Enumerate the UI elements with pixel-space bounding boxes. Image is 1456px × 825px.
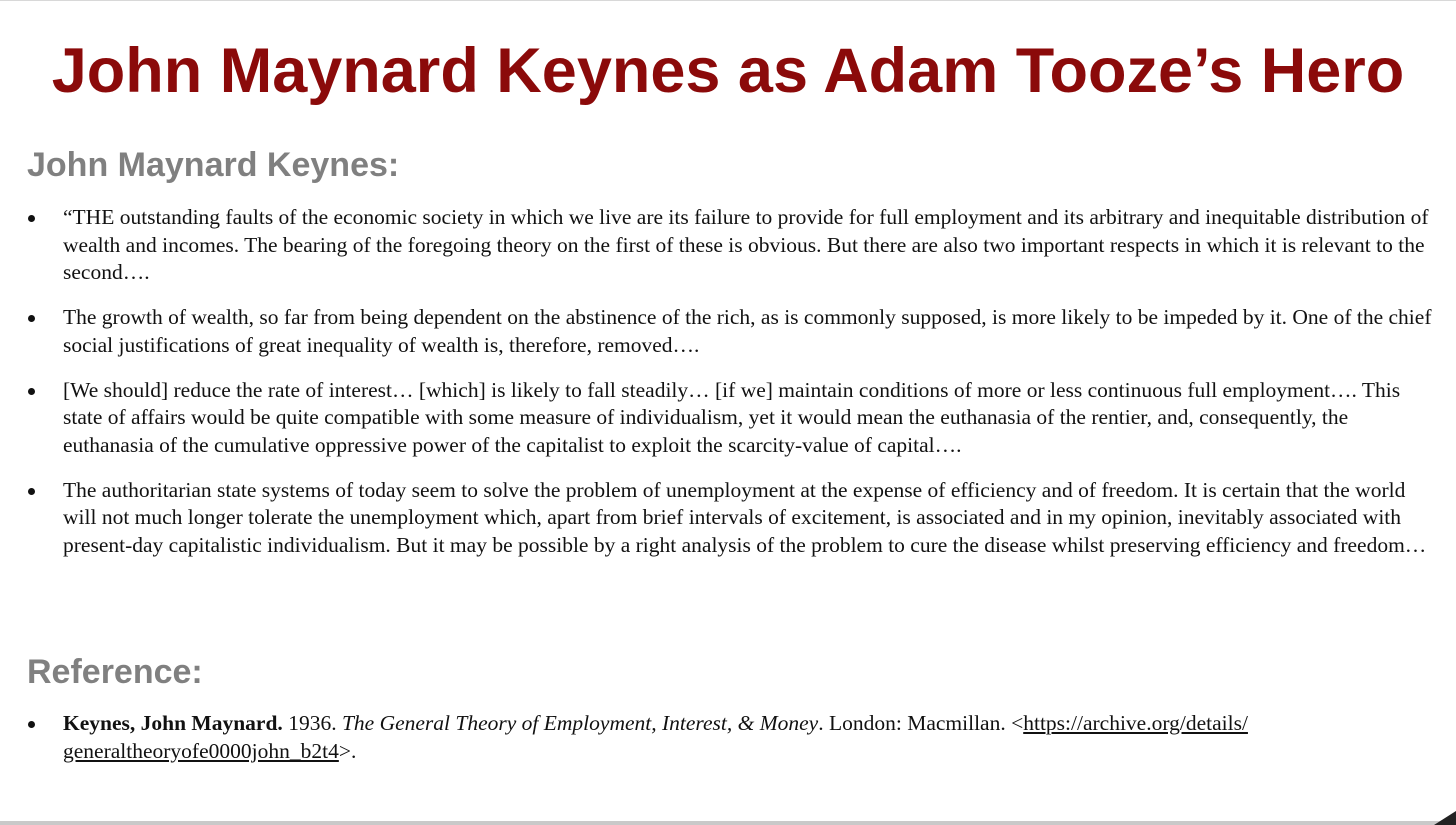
quote-bullet	[0, 377, 1456, 460]
quote-text: “THE outstanding faults of the economic society in which we live are its failure to provide for full employment and its arbitrary and inequitable distribution of wealth and incomes. The bearing of the foregoing theory on the first of these is obvious. But there are also two important respects in which it is relevant to the second….	[63, 205, 1429, 284]
reference-section-heading: Reference:	[27, 653, 203, 691]
bullet-icon	[28, 388, 35, 395]
bottom-scrollbar-track	[0, 821, 1456, 825]
reference-publisher: . London: Macmillan. <	[818, 711, 1024, 735]
reference-url-part-2: generaltheoryofe0000john_b2t4	[63, 738, 339, 763]
bullet-icon	[28, 488, 35, 495]
reference-item	[0, 710, 1456, 765]
reference-url-part-1: https://archive.org/details/	[1023, 711, 1248, 735]
keynes-section-heading: John Maynard Keynes:	[27, 146, 400, 184]
quote-text: [We should] reduce the rate of interest… [which] is likely to fall steadily… [if we] maintain conditions of more or less continuous full employment…. This state of affairs would be quite compatible with some measure of individualism, yet it would mean the euthanasia of the rentier, and, consequently, the euthanasia of the cumulative oppressive power of the capitalist to exploit the scarcity-value of capital….	[63, 377, 1401, 457]
bullet-icon	[28, 215, 35, 222]
quote-bullet	[0, 304, 1456, 359]
quote-text: The growth of wealth, so far from being dependent on the abstinence of the rich, as is commonly supposed, is more likely to be impeded by it. One of the chief social justifications of great inequality of wealth is, therefore, removed….	[63, 305, 1432, 357]
bullet-icon	[28, 721, 35, 728]
quote-bullet	[0, 477, 1456, 560]
reference-author: Keynes, John Maynard.	[63, 711, 283, 735]
reference-list	[0, 710, 1456, 765]
reference-title: The General Theory of Employment, Interest, & Money	[341, 711, 819, 735]
slide-title: John Maynard Keynes as Adam Tooze’s Hero	[51, 36, 1405, 106]
keynes-quote-list	[0, 204, 1456, 577]
resize-corner-icon[interactable]	[1434, 811, 1456, 825]
quote-bullet	[0, 204, 1456, 287]
top-divider	[0, 0, 1456, 1]
bullet-icon	[28, 315, 35, 322]
reference-closing: >.	[338, 738, 357, 763]
reference-year: 1936.	[282, 711, 342, 735]
quote-text: The authoritarian state systems of today seem to solve the problem of unemployment at the expense of efficiency and of freedom. It is certain that the world will not much longer tolerate the unemployment which, apart from brief intervals of excitement, is associated and in my opinion, inevitably associated with present-day capitalistic individualism. But it may be possible by a right analysis of the problem to cure the disease whilst preserving efficiency and freedom…	[63, 477, 1427, 557]
